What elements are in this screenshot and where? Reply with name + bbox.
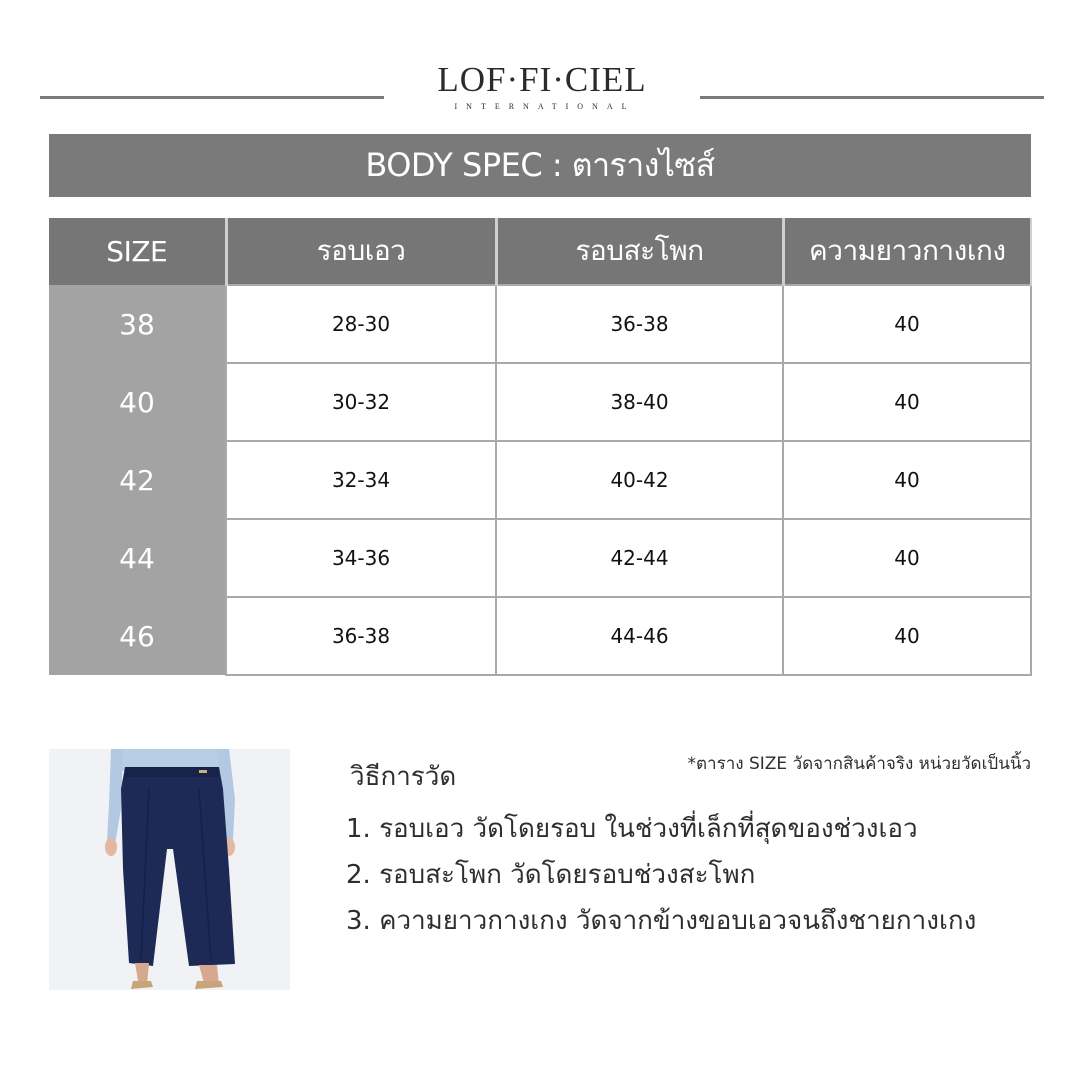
header-hip: รอบสะโพก xyxy=(496,218,783,285)
brand-subtitle: INTERNATIONAL xyxy=(454,102,636,111)
table-header-row xyxy=(49,218,1031,285)
list-item: 2. รอบสะโพก วัดโดยรอบช่วงสะโพก xyxy=(346,860,756,890)
length-cell: 40 xyxy=(783,363,1031,441)
waist-cell: 30-32 xyxy=(226,363,496,441)
header-size: SIZE xyxy=(49,218,226,285)
header-rule-left xyxy=(40,96,384,99)
measure-note: *ตาราง SIZE วัดจากสินค้าจริง หน่วยวัดเป็นนิ้ว xyxy=(687,754,1031,774)
header-waist: รอบเอว xyxy=(226,218,496,285)
hip-cell: 44-46 xyxy=(496,597,783,675)
length-cell: 40 xyxy=(783,597,1031,675)
measure-steps xyxy=(346,806,976,944)
header-rule-right xyxy=(700,96,1044,99)
page-title: BODY SPEC : ตารางไซส์ xyxy=(49,134,1031,197)
size-table-container xyxy=(49,218,1031,676)
table-row xyxy=(49,363,1031,441)
size-cell: 42 xyxy=(49,441,226,519)
hip-cell: 38-40 xyxy=(496,363,783,441)
brand-logo xyxy=(384,60,700,111)
table-row xyxy=(49,519,1031,597)
size-cell: 44 xyxy=(49,519,226,597)
length-cell: 40 xyxy=(783,285,1031,363)
size-cell: 38 xyxy=(49,285,226,363)
waist-cell: 36-38 xyxy=(226,597,496,675)
length-cell: 40 xyxy=(783,441,1031,519)
list-item: 3. ความยาวกางเกง วัดจากข้างขอบเอวจนถึงชายกางเกง xyxy=(346,906,977,936)
header-length: ความยาวกางเกง xyxy=(783,218,1031,285)
model-wearing-pants-image xyxy=(49,749,290,990)
list-item: 1. รอบเอว วัดโดยรอบ ในช่วงที่เล็กที่สุดของช่วงเอว xyxy=(346,814,918,844)
waist-cell: 32-34 xyxy=(226,441,496,519)
brand-name: LOF·FI·CIEL xyxy=(437,60,647,99)
hip-cell: 42-44 xyxy=(496,519,783,597)
table-row xyxy=(49,285,1031,363)
product-photo xyxy=(49,749,290,990)
table-row xyxy=(49,597,1031,675)
measure-title: วิธีการวัด xyxy=(350,762,457,792)
waist-cell: 34-36 xyxy=(226,519,496,597)
hip-cell: 36-38 xyxy=(496,285,783,363)
hip-cell: 40-42 xyxy=(496,441,783,519)
length-cell: 40 xyxy=(783,519,1031,597)
size-cell: 46 xyxy=(49,597,226,675)
size-table xyxy=(49,218,1032,676)
waist-cell: 28-30 xyxy=(226,285,496,363)
size-cell: 40 xyxy=(49,363,226,441)
table-row xyxy=(49,441,1031,519)
